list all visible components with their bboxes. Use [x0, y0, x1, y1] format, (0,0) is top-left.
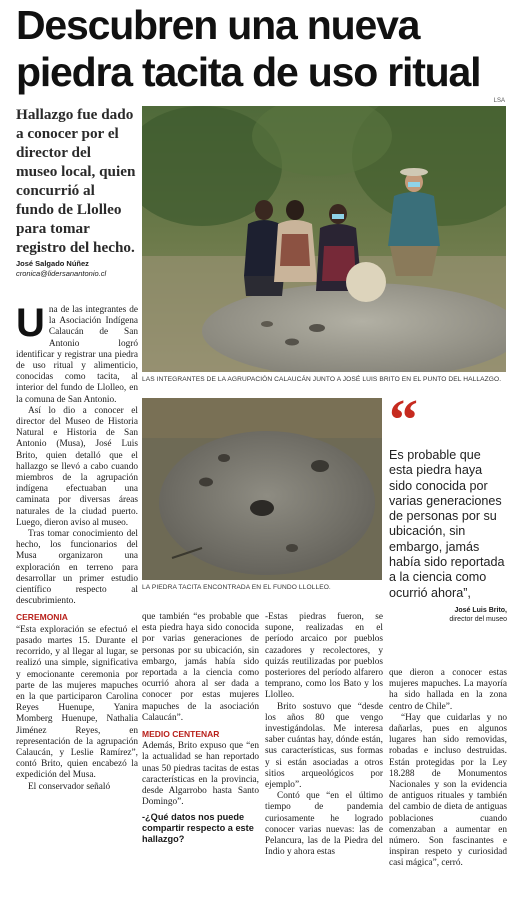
photo-credit: LSA: [493, 98, 505, 104]
pull-quote-text: Es probable que esta piedra haya sido conocida por varias generaciones de personas por su ubicación, sin embargo, jamás había sido reportada a la ciencia como ocurrió ahora”,: [389, 448, 505, 600]
stone-photo-illustration: [142, 398, 382, 580]
stone-photo: [142, 398, 382, 580]
byline: [16, 259, 138, 279]
pull-quote: [389, 387, 507, 624]
body-column-1: [16, 301, 138, 793]
body-paragraph: Tras tomar conocimiento del hecho, los funcionarios del Musa organizaron una exploración en terreno para desarrollar un primer estudio científico respecto al descubrimiento.: [16, 529, 138, 607]
body-paragraph: Además, Brito expuso que “en la actualidad se han reportado unas 50 piedras tacitas de estas características en la provincia, desde Algarrobo hasta Santo Domingo”.: [142, 741, 259, 808]
body-paragraph: Brito sostuvo que “desde los años 80 que vengo investigándolas. Me interesa saber cuántas hay, dónde están, sus características, sus formas y si están asociadas a otros sitios arqueológicos por ejemplo”.: [265, 701, 383, 791]
subhead-ceremonia: CEREMONIA: [16, 612, 68, 623]
body-paragraph: -Estas piedras fueron, se supone, realizadas en el período arcaico por pueblos cazadores y recolectores, y quizás reutilizadas por pueblos posteriores del período alfarero temprano, como los Bato y los Llolleo.: [265, 612, 383, 701]
body-column-3: [265, 612, 383, 858]
body-paragraph: na de las integrantes de la Asociación Indígena Calaucán de San Antonio logró identificar y registrar una piedra de uso ritual y alimenticio, conocidas como tacita, al interior del fundo de Llolleo, en la comuna de San Antonio.: [16, 305, 138, 405]
subhead-medio-centenar: MEDIO CENTENAR: [142, 729, 220, 740]
quote-mark-icon: “: [389, 387, 418, 452]
photo-caption-2: LA PIEDRA TACITA ENCONTRADA EN EL FUNDO LLOLLEO.: [142, 584, 331, 591]
pull-quote-attribution: [389, 606, 507, 624]
interview-question: -¿Qué datos nos puede compartir respecto a este hallazgo?: [142, 812, 254, 845]
pull-quote-role: director del museo: [449, 615, 507, 623]
body-paragraph: “Esta exploración se efectuó el pasado martes 15. Durante el recorrido, y al llegar al lugar, se realizó una simple, significativa y emocionante ceremonia por parte de las mujeres mapuches en la que participaron Carolina Reyes Huenupe, Yanira Momberg Huenupe, Nathalia Jiménez Reyes, en representación de la agrupación Calaucán, y Leslie Ramírez”, contó Brito, quien encabezó la expedición del Musa.: [16, 624, 138, 781]
body-paragraph: que también “es probable que esta piedra haya sido conocida por varias generaciones de personas por su ubicación, sin embargo, jamás había sido reportada a la ciencia como ocurrió ahora al ser dada a conocer por estas mujeres mapuches de la asociación Calaucán”.: [142, 612, 259, 723]
body-paragraph: Así lo dio a conocer el director del Museo de Historia Natural e Historia de San Antonio (Musa), José Luis Brito, quien detalló que el hallazgo se llevó a cabo cuando miembros de la agrupación indígena efectuaban una caminata por diversas áreas naturales de la ciudad puerto. Luego, dieron aviso al museo.: [16, 405, 138, 528]
lead-paragraph: Hallazgo fue dado a conocer por el director del museo local, quien concurrió al fundo de Llolleo para tomar registro del hecho.: [16, 106, 136, 256]
body-paragraph: que dieron a conocer estas mujeres mapuches. La mayoría ha sido hallada en la zona centro de Chile”.: [389, 668, 507, 712]
body-column-2: [142, 612, 259, 845]
photo-caption-1: LAS INTEGRANTES DE LA AGRUPACIÓN CALAUCÁN JUNTO A JOSÉ LUIS BRITO EN EL PUNTO DEL HALLAZGO.: [142, 376, 502, 383]
headline: Descubren una nueva piedra tacita de uso ritual: [16, 2, 481, 95]
author-email: cronica@lidersanantonio.cl: [16, 269, 107, 278]
group-photo: [142, 106, 506, 372]
body-column-4: [389, 668, 507, 870]
body-paragraph: El conservador señaló: [28, 781, 111, 792]
drop-cap: U: [16, 301, 45, 345]
pull-quote-name: José Luis Brito,: [454, 606, 507, 614]
body-paragraph: Contó que “en el último tiempo de pandemia curiosamente he logrado conocer varias nuevas: las de Pelancura, las de la Piedra del Indio y ahora estas: [265, 791, 383, 858]
author-name: José Salgado Núñez: [16, 259, 89, 268]
group-photo-illustration: [142, 106, 506, 372]
body-paragraph: “Hay que cuidarlas y no dañarlas, pues en algunos lugares han sido removidas, robadas e incluso destruidas. Están protegidas por la Ley 18.288 de Monumentos Nacionales y son la evidencia de antiguos rituales y también del cambio de dieta de antiguas poblaciones cuando comenzaban a aumentar en número. Son fascinantes e inspiran respeto y curiosidad casi mágica”, cerró.: [389, 712, 507, 869]
